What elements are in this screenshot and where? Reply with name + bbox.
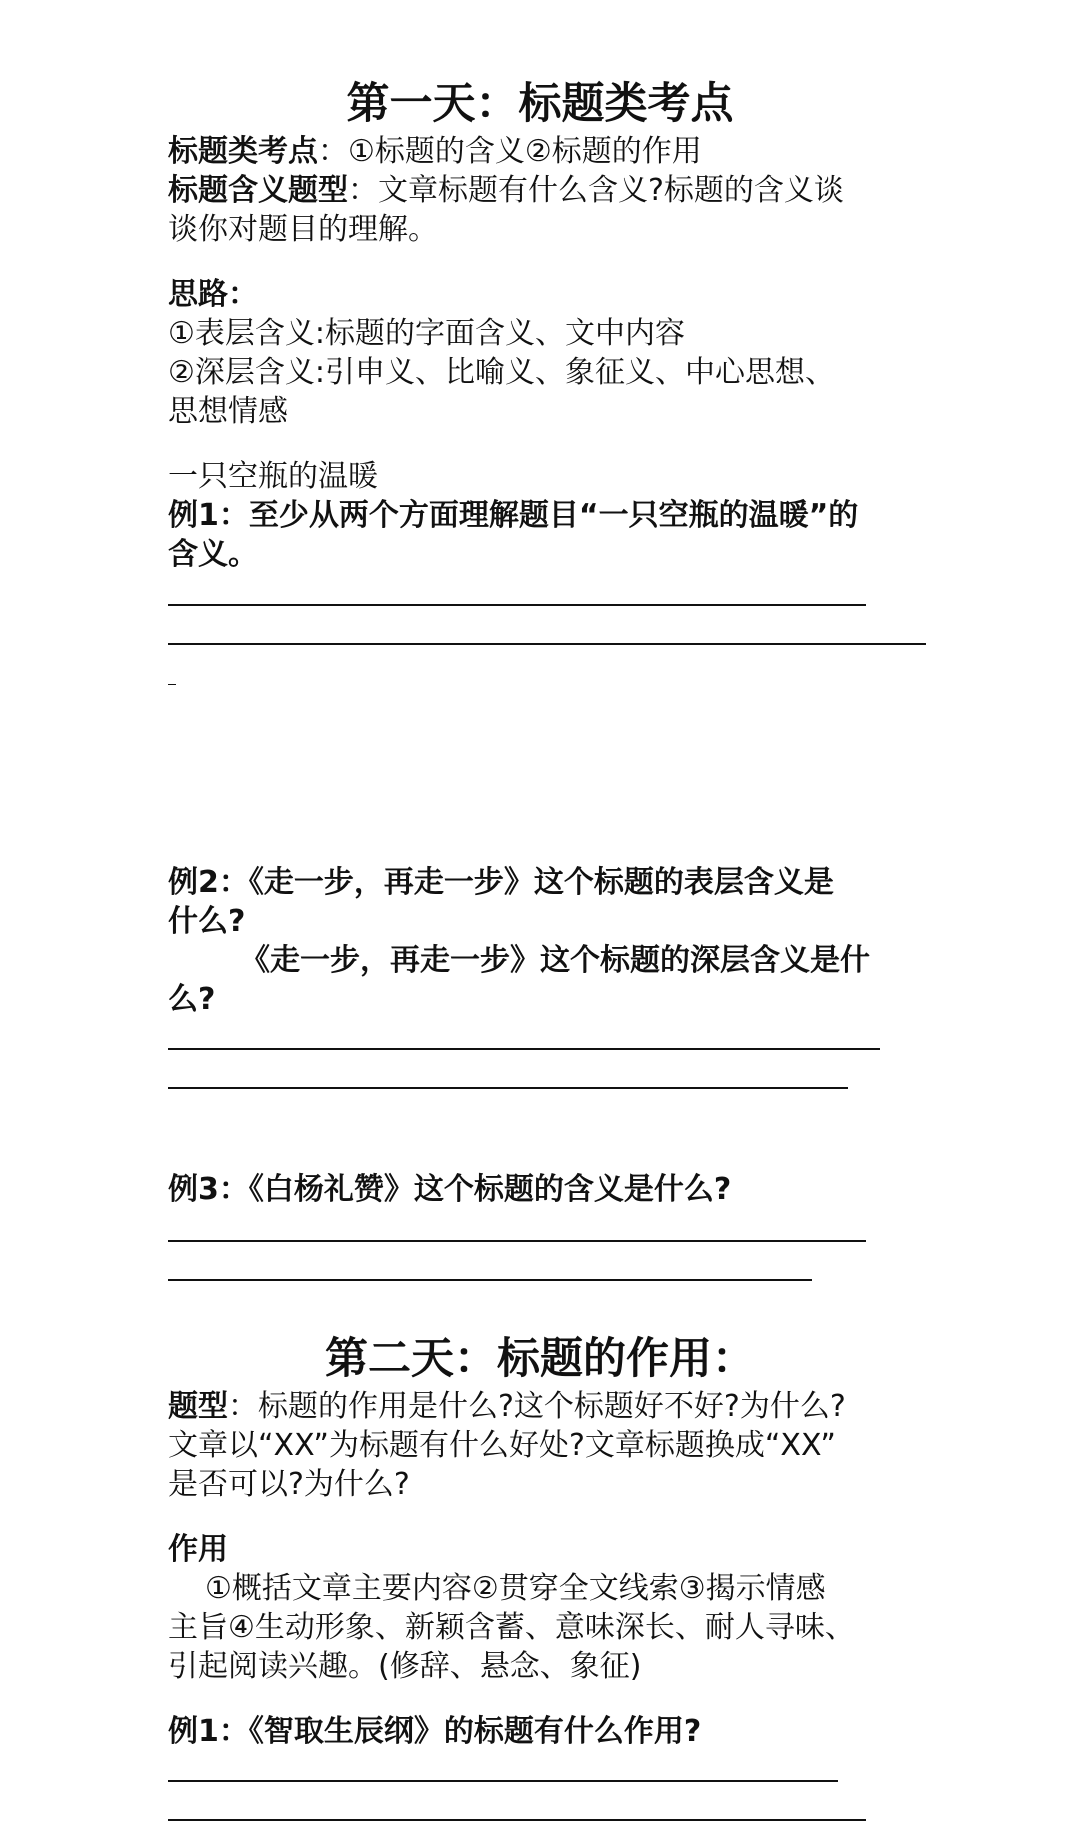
answer-line-stub bbox=[168, 684, 176, 685]
answer-line bbox=[168, 1780, 838, 1782]
day1-example1-line-2: 含义。 bbox=[168, 537, 258, 572]
zuoyong-line-3: 引起阅读兴趣。(修辞、悬念、象征) bbox=[168, 1649, 642, 1684]
silu-line-3: 思想情感 bbox=[168, 394, 288, 429]
answer-line bbox=[168, 604, 866, 606]
answer-line bbox=[168, 1087, 848, 1089]
day1-example2-line-1: 例2：《走一步，再走一步》这个标题的表层含义是 bbox=[168, 865, 834, 900]
tixing-text-1: 文章标题有什么含义?标题的含义谈 bbox=[378, 173, 844, 208]
kaodian-line bbox=[168, 132, 702, 171]
day2-tixing-label: 题型 bbox=[168, 1389, 228, 1424]
tixing-line-1 bbox=[168, 171, 844, 210]
zuoyong-line-2: 主旨④生动形象、新颖含蓄、意味深长、耐人寻味、 bbox=[168, 1610, 855, 1645]
day2-title: 第二天：标题的作用： bbox=[325, 1334, 755, 1384]
silu-label: 思路： bbox=[168, 277, 258, 312]
day1-example3-line-1: 例3：《白杨礼赞》这个标题的含义是什么? bbox=[168, 1172, 732, 1207]
day2-example1-line-1: 例1：《智取生辰纲》的标题有什么作用? bbox=[168, 1714, 702, 1749]
kaodian-colon: ： bbox=[318, 134, 348, 169]
day1-example2-line-3: 《走一步，再走一步》这个标题的深层含义是什 bbox=[240, 943, 870, 978]
zuoyong-line-1: ①概括文章主要内容②贯穿全文线索③揭示情感 bbox=[205, 1571, 826, 1606]
tixing-label: 标题含义题型 bbox=[168, 173, 348, 208]
answer-line bbox=[168, 1279, 812, 1281]
day1-example2-line-4: 么? bbox=[168, 982, 216, 1017]
kaodian-text: ①标题的含义②标题的作用 bbox=[348, 134, 702, 169]
day2-tixing-colon: ： bbox=[228, 1389, 258, 1424]
story-title: 一只空瓶的温暖 bbox=[168, 459, 378, 494]
day2-tixing-line-1 bbox=[168, 1387, 846, 1426]
day1-example2-line-2: 什么? bbox=[168, 904, 246, 939]
day2-tixing-text-1: 标题的作用是什么?这个标题好不好?为什么? bbox=[258, 1389, 846, 1424]
day2-tixing-text-3: 是否可以?为什么? bbox=[168, 1467, 410, 1502]
answer-line bbox=[168, 1048, 880, 1050]
day1-example1-line-1: 例1：至少从两个方面理解题目“一只空瓶的温暖”的 bbox=[168, 498, 859, 533]
day2-tixing-text-2: 文章以“XX”为标题有什么好处?文章标题换成“XX” bbox=[168, 1428, 836, 1463]
answer-line bbox=[168, 1819, 866, 1821]
silu-line-1: ①表层含义:标题的字面含义、文中内容 bbox=[168, 316, 686, 351]
day1-title: 第一天：标题类考点 bbox=[346, 79, 734, 129]
kaodian-label: 标题类考点 bbox=[168, 134, 318, 169]
tixing-colon: ： bbox=[348, 173, 378, 208]
answer-line bbox=[168, 1240, 866, 1242]
zuoyong-label: 作用 bbox=[168, 1532, 228, 1567]
silu-line-2: ②深层含义:引申义、比喻义、象征义、中心思想、 bbox=[168, 355, 836, 390]
answer-line bbox=[168, 643, 926, 645]
tixing-text-2: 谈你对题目的理解。 bbox=[168, 212, 438, 247]
